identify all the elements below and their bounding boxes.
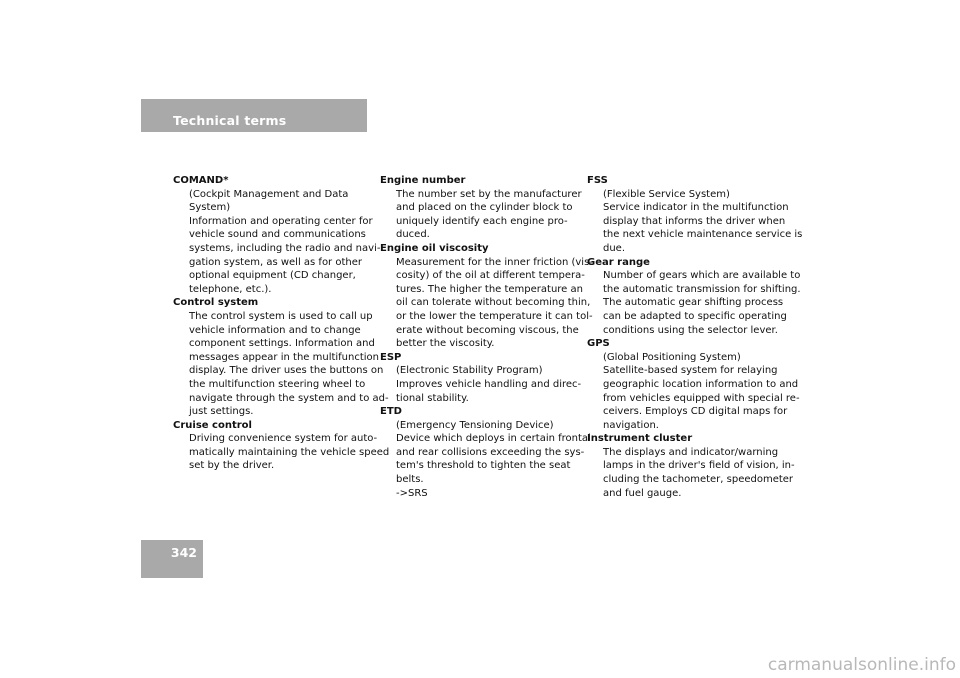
glossary-entry bbox=[380, 351, 580, 405]
glossary-definition-line: duced. bbox=[396, 229, 430, 241]
glossary-definition-line: matically maintaining the vehicle speed bbox=[189, 446, 390, 458]
glossary-definition-line: Satellite-based system for relaying bbox=[603, 365, 778, 377]
glossary-definition-line: and fuel gauge. bbox=[603, 487, 682, 499]
glossary-definition-line: gation system, as well as for other bbox=[189, 256, 362, 268]
glossary-definition-line: The control system is used to call up bbox=[189, 310, 373, 322]
glossary-definition-line: Device which deploys in certain frontal bbox=[396, 433, 591, 445]
glossary-term: ETD bbox=[380, 406, 402, 418]
glossary-entry bbox=[380, 174, 580, 242]
glossary-definition-line: optional equipment (CD changer, bbox=[189, 270, 356, 282]
glossary-term: Control system bbox=[173, 297, 259, 309]
glossary-term: ESP bbox=[380, 351, 402, 363]
glossary-entry bbox=[380, 405, 591, 500]
glossary-definition-line: System) bbox=[189, 202, 231, 214]
glossary-definition-line: better the viscosity. bbox=[396, 338, 495, 350]
glossary-definition-line: can be adapted to specific operating bbox=[603, 310, 787, 322]
section-title: Technical terms bbox=[173, 113, 287, 128]
glossary-column-3 bbox=[587, 174, 803, 500]
glossary-definition-line: the multifunction steering wheel to bbox=[189, 378, 366, 390]
glossary-definition-line: Driving convenience system for auto- bbox=[189, 433, 378, 445]
glossary-definition-line: cosity) of the oil at different tempera- bbox=[396, 270, 585, 282]
glossary-definition-line: The displays and indicator/warning bbox=[603, 446, 779, 458]
glossary-definition-line: Improves vehicle handling and direc- bbox=[396, 378, 582, 390]
glossary-definition-line: (Electronic Stability Program) bbox=[396, 365, 543, 377]
glossary-entry bbox=[587, 337, 800, 432]
glossary-definition-line: (Cockpit Management and Data bbox=[189, 188, 349, 200]
page-number-box bbox=[141, 540, 203, 578]
glossary-entry bbox=[587, 256, 801, 338]
glossary-definition-line: The number set by the manufacturer bbox=[396, 188, 582, 200]
glossary-definition-line: the next vehicle maintenance service is bbox=[603, 229, 803, 241]
glossary-term: Engine number bbox=[380, 175, 466, 186]
glossary-term: GPS bbox=[587, 338, 610, 350]
glossary-definition-line: messages appear in the multifunction bbox=[189, 351, 380, 363]
glossary-term: FSS bbox=[587, 175, 608, 186]
glossary-definition-line: lamps in the driver's field of vision, in- bbox=[603, 460, 795, 472]
glossary-term: Engine oil viscosity bbox=[380, 242, 489, 254]
glossary-entry bbox=[587, 432, 795, 500]
glossary-definition-line: cluding the tachometer, speedometer bbox=[603, 474, 794, 486]
glossary-definition-line: display that informs the driver when bbox=[603, 215, 786, 227]
glossary-definition-line: just settings. bbox=[189, 406, 254, 418]
glossary-definition-line: ceivers. Employs CD digital maps for bbox=[603, 406, 788, 418]
glossary-entry bbox=[380, 242, 593, 351]
glossary-definition-line: and rear collisions exceeding the sys- bbox=[396, 446, 585, 458]
watermark: carmanualsonline.info bbox=[767, 655, 956, 675]
glossary-definition-line: vehicle sound and communications bbox=[189, 229, 366, 241]
glossary-definition-line: due. bbox=[603, 242, 626, 254]
glossary-definition-line: the automatic transmission for shifting. bbox=[603, 283, 801, 295]
glossary-definition-line: component settings. Information and bbox=[189, 338, 375, 350]
glossary-definition-line: Measurement for the inner friction (vis- bbox=[396, 256, 593, 268]
glossary-definition-line: Information and operating center for bbox=[189, 215, 373, 227]
glossary-definition-line: Number of gears which are available to bbox=[603, 270, 801, 282]
glossary-term: COMAND* bbox=[173, 175, 229, 186]
glossary-column-1 bbox=[173, 174, 390, 473]
section-header bbox=[141, 99, 367, 132]
glossary-definition-line: geographic location information to and bbox=[603, 378, 799, 390]
glossary-definition-line: Service indicator in the multifunction bbox=[603, 202, 789, 214]
glossary-entry bbox=[173, 419, 390, 473]
glossary-definition-line: set by the driver. bbox=[189, 460, 275, 472]
glossary-definition-line: erate without becoming viscous, the bbox=[396, 324, 579, 336]
glossary-definition-line: tem's threshold to tighten the seat bbox=[396, 460, 571, 472]
glossary-definition-line: (Global Positioning System) bbox=[603, 351, 741, 363]
glossary-definition-line: vehicle information and to change bbox=[189, 324, 361, 336]
glossary-definition-line: and placed on the cylinder block to bbox=[396, 202, 573, 214]
glossary-definition-line: uniquely identify each engine pro- bbox=[396, 215, 568, 227]
glossary-definition-line: telephone, etc.). bbox=[189, 283, 272, 295]
glossary-term: Instrument cluster bbox=[587, 433, 693, 445]
glossary-definition-line: tional stability. bbox=[396, 392, 469, 404]
glossary-entry bbox=[587, 174, 803, 256]
glossary-definition-line: from vehicles equipped with special re- bbox=[603, 392, 800, 404]
glossary-definition-line: display. The driver uses the buttons on bbox=[189, 365, 384, 377]
glossary-definition-line: tures. The higher the temperature an bbox=[396, 283, 583, 295]
glossary-definition-line: or the lower the temperature it can tol- bbox=[396, 310, 593, 322]
glossary-definition-line: The automatic gear shifting process bbox=[603, 297, 784, 309]
glossary-definition-line: (Emergency Tensioning Device) bbox=[396, 419, 554, 431]
glossary-definition-line: belts. bbox=[396, 474, 424, 486]
glossary-definition-line: (Flexible Service System) bbox=[603, 188, 730, 200]
glossary-definition-line: conditions using the selector lever. bbox=[603, 324, 778, 336]
glossary-definition-line: ->SRS bbox=[396, 487, 428, 499]
glossary-entry bbox=[173, 296, 389, 418]
glossary-term: Gear range bbox=[587, 256, 650, 268]
glossary-term: Cruise control bbox=[173, 419, 252, 431]
page-number: 342 bbox=[170, 545, 197, 560]
glossary-definition-line: navigate through the system and to ad- bbox=[189, 392, 389, 404]
glossary-column-2 bbox=[380, 174, 593, 500]
glossary-entry bbox=[173, 174, 381, 296]
glossary-definition-line: systems, including the radio and navi- bbox=[189, 242, 381, 254]
glossary-definition-line: navigation. bbox=[603, 419, 659, 431]
glossary-definition-line: oil can tolerate without becoming thin, bbox=[396, 297, 591, 309]
